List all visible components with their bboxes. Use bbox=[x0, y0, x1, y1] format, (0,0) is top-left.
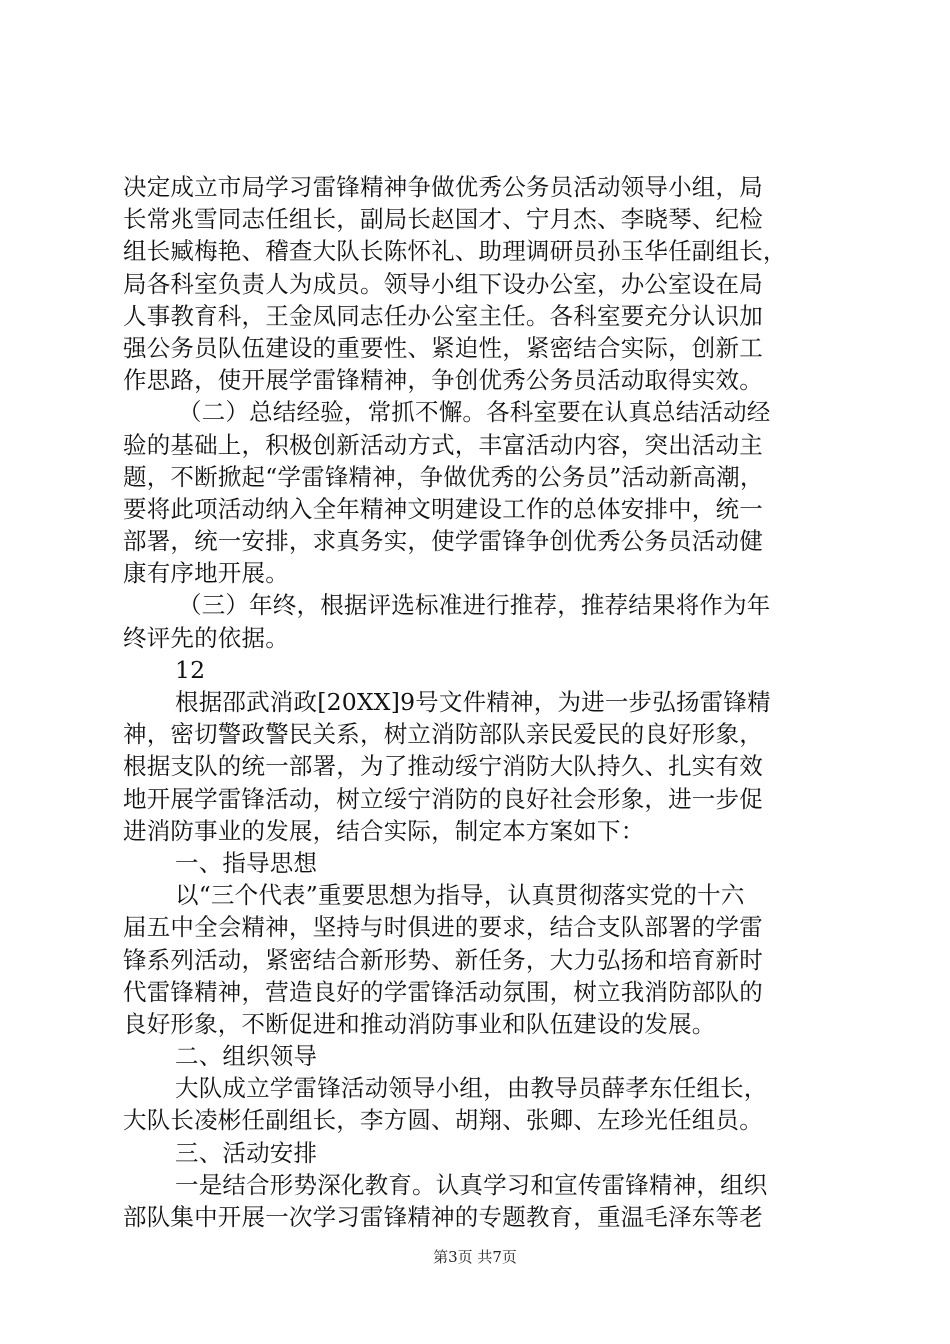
text-line: 一、指导思想 bbox=[175, 848, 318, 877]
document-body bbox=[123, 171, 843, 1233]
page-footer: 第3页 共7页 bbox=[433, 1248, 517, 1266]
text-line: 局各科室负责人为成员。领导小组下设办公室，办公室设在局 bbox=[123, 269, 763, 298]
text-line: 验的基础上，积极创新活动方式，丰富活动内容，突出活动主 bbox=[123, 430, 763, 459]
text-line: 以“三个代表”重要思想为指导，认真贯彻落实党的十六 bbox=[175, 881, 745, 910]
text-line: 二、组织领导 bbox=[175, 1042, 318, 1071]
text-line: 部署，统一安排，求真务实，使学雷锋争创优秀公务员活动健 bbox=[123, 527, 763, 556]
text-line: 一是结合形势深化教育。认真学习和宣传雷锋精神，组织 bbox=[175, 1170, 768, 1199]
text-line: 组长臧梅艳、稽查大队长陈怀礼、助理调研员孙玉华任副组长， bbox=[123, 237, 787, 266]
text-line: 根据邵武消政[20XX]9号文件精神，为进一步弘扬雷锋精 bbox=[175, 688, 771, 716]
text-line: 神，密切警政警民关系，树立消防部队亲民爱民的良好形象， bbox=[123, 720, 763, 749]
text-line: 代雷锋精神，营造良好的学雷锋活动氛围，树立我消防部队的 bbox=[123, 977, 763, 1006]
text-line: 大队成立学雷锋活动领导小组，由教导员薛孝东任组长， bbox=[175, 1074, 768, 1103]
text-line: 地开展学雷锋活动，树立绥宁消防的良好社会形象，进一步促 bbox=[123, 784, 763, 813]
text-line: 人事教育科，王金凤同志任办公室主任。各科室要充分认识加 bbox=[123, 301, 763, 330]
text-line: 部队集中开展一次学习雷锋精神的专题教育，重温毛泽东等老 bbox=[123, 1203, 763, 1231]
text-line: 题，不断掀起“学雷锋精神，争做优秀的公务员”活动新高潮， bbox=[123, 462, 764, 491]
text-line: 长常兆雪同志任组长，副局长赵国才、宁月杰、李晓琴、纪检 bbox=[123, 205, 763, 234]
text-line: （三）年终，根据评选标准进行推荐，推荐结果将作为年 bbox=[178, 591, 771, 620]
text-line: 根据支队的统一部署，为了推动绥宁消防大队持久、扎实有效 bbox=[123, 752, 763, 781]
text-line: 锋系列活动，紧密结合新形势、新任务，大力弘扬和培育新时 bbox=[123, 945, 763, 974]
text-line: 作思路，使开展学雷锋精神，争创优秀公务员活动取得实效。 bbox=[123, 366, 763, 395]
text-line: 大队长凌彬任副组长，李方圆、胡翔、张卿、左珍光任组员。 bbox=[123, 1106, 763, 1135]
text-line: 强公务员队伍建设的重要性、紧迫性，紧密结合实际，创新工 bbox=[123, 333, 763, 362]
text-line: 三、活动安排 bbox=[175, 1138, 318, 1167]
text-line: 康有序地开展。 bbox=[123, 559, 289, 588]
text-line: 届五中全会精神，坚持与时俱进的要求，结合支队部署的学雷 bbox=[123, 913, 763, 942]
text-line: 良好形象，不断促进和推动消防事业和队伍建设的发展。 bbox=[123, 1009, 716, 1038]
text-line: （二）总结经验，常抓不懈。各科室要在认真总结活动经 bbox=[178, 398, 771, 427]
text-line: 12 bbox=[175, 655, 206, 684]
text-line: 进消防事业的发展，结合实际，制定本方案如下： bbox=[123, 816, 645, 845]
text-line: 决定成立市局学习雷锋精神争做优秀公务员活动领导小组，局 bbox=[123, 173, 763, 201]
text-line: 要将此项活动纳入全年精神文明建设工作的总体安排中，统一 bbox=[123, 494, 763, 523]
text-line: 终评先的依据。 bbox=[123, 623, 289, 652]
